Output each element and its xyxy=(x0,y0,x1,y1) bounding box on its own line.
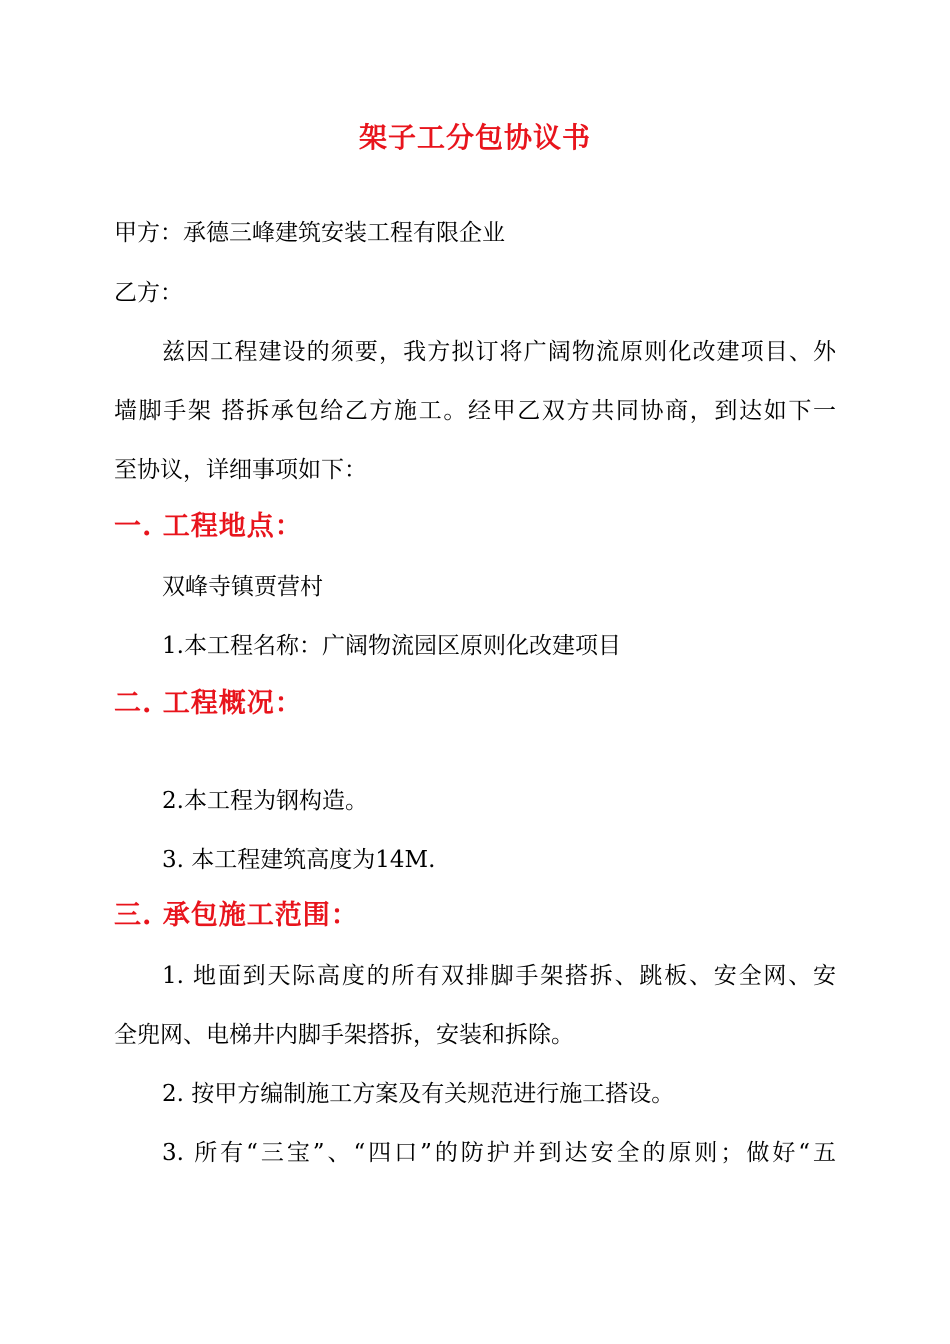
section-3-item-1-line-1: 1. 地面到天际高度的所有双排脚手架搭拆、跳板、安全网、安 xyxy=(162,963,836,989)
intro-line-1: 兹因工程建设的须要，我方拟订将广阔物流原则化改建项目、外 xyxy=(162,339,836,365)
section-2-heading: 二. 工程概况： xyxy=(114,688,303,719)
section-2-item-3: 3. 本工程建筑高度为14M. xyxy=(162,847,436,873)
intro-line-3: 至协议，详细事项如下： xyxy=(114,457,367,483)
document-title: 架子工分包协议书 xyxy=(358,121,591,154)
section-1-item-1: 1.本工程名称：广阔物流园区原则化改建项目 xyxy=(162,633,621,659)
party-b: 乙方： xyxy=(114,280,183,306)
section-3-item-1-line-2: 全兜网、电梯井内脚手架搭拆，安装和拆除。 xyxy=(114,1022,574,1048)
section-3-item-2: 2. 按甲方编制施工方案及有关规范进行施工搭设。 xyxy=(162,1081,675,1107)
section-3-item-3-line-1: 3. 所有“三宝”、“四口”的防护并到达安全的原则；做好“五 xyxy=(162,1140,836,1166)
section-1-location: 双峰寺镇贾营村 xyxy=(162,574,323,600)
section-1-heading: 一. 工程地点： xyxy=(114,511,303,542)
party-a: 甲方：承德三峰建筑安装工程有限企业 xyxy=(114,220,505,246)
section-3-heading: 三. 承包施工范围： xyxy=(114,900,359,931)
section-2-item-2: 2.本工程为钢构造。 xyxy=(162,788,368,814)
intro-line-2: 墙脚手架 搭拆承包给乙方施工。经甲乙双方共同协商，到达如下一 xyxy=(114,398,836,424)
